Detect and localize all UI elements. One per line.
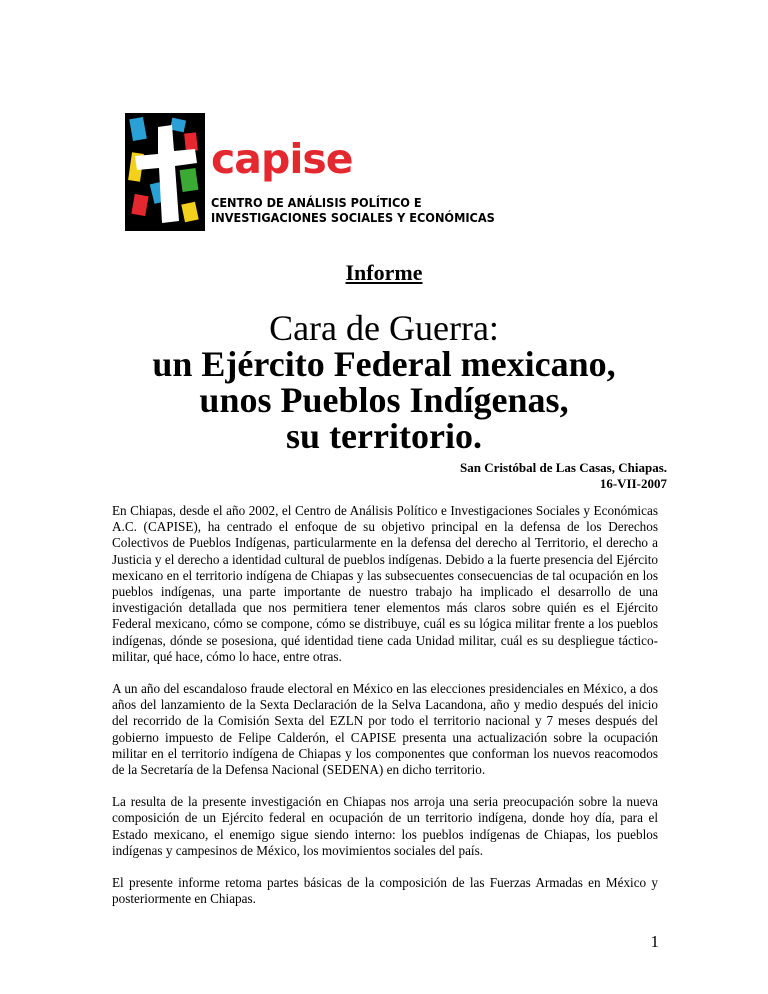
place-line: San Cristóbal de Las Casas, Chiapas. <box>460 460 667 475</box>
body-text <box>112 503 658 923</box>
title-line-3: unos Pueblos Indígenas, <box>199 380 569 420</box>
document-type-label: Informe <box>345 260 423 285</box>
page-number: 1 <box>650 932 659 951</box>
logo-subtitle <box>211 196 495 226</box>
title-line-2: un Ejército Federal mexicano, <box>152 344 616 384</box>
logo-subtitle-line-1: CENTRO DE ANÁLISIS POLÍTICO E <box>211 196 422 210</box>
document-title <box>0 310 768 454</box>
paragraph: A un año del escandaloso fraude electoral en México en las elecciones presidenciales en México, a dos años del lanzamiento de la Sexta Declaración de la Selva Lacandona, año y medio después del inicio del recorrido de la Comisión Sexta del EZLN por todo el territorio nacional y 7 meses después del gobierno impuesto de Felipe Calderón, el CAPISE presenta una actualización sobre la ocupación militar en el territorio indígena de Chiapas y los componentes que conforman los nuevos reacomodos de la Secretaría de la Defensa Nacional (SEDENA) en dicho territorio. <box>112 681 658 778</box>
capise-emblem-icon <box>125 113 205 231</box>
logo-subtitle-line-2: INVESTIGACIONES SOCIALES Y ECONÓMICAS <box>211 211 495 225</box>
title-line-4: su territorio. <box>286 416 482 456</box>
paragraph: En Chiapas, desde el año 2002, el Centro de Análisis Político e Investigaciones Sociales y Económicas A.C. (CAPISE), ha centrado el enfoque de su objetivo principal en la defensa de los Derechos Colectivos de Pueblos Indígenas, particularmente en la defensa del derecho al Territorio, el derecho a Justicia y el derecho a identidad cultural de pueblos indígenas. Debido a la fuerte presencia del Ejército mexicano en el territorio indígena de Chiapas y las subsecuentes consecuencias de tal ocupación en los pueblos indígenas, una parte importante de nuestro trabajo ha implicado el desarrollo de una investigación detallada que nos permitiera tener elementos más claros sobre quién es el Ejército Federal mexicano, cómo se compone, cómo se distribuye, cuál es su lógica militar frente a los pueblos indígenas, dónde se posesiona, qué identidad tiene cada Unidad militar, cuál es su despliegue táctico-militar, qué hace, cómo lo hace, entre otras. <box>112 503 658 664</box>
date-line: 16-VII-2007 <box>599 476 667 491</box>
place-and-date <box>460 460 667 492</box>
logo-wordmark: capise <box>211 135 353 183</box>
title-line-1: Cara de Guerra: <box>269 308 499 348</box>
paragraph: La resulta de la presente investigación en Chiapas nos arroja una seria preocupación sobre la nueva composición de un Ejército federal en ocupación de un territorio indígena, donde hoy día, para el Estado mexicano, el enemigo sigue siendo interno: los pueblos indígenas de Chiapas, los pueblos indígenas y campesinos de México, los movimientos sociales del país. <box>112 794 658 858</box>
paragraph: El presente informe retoma partes básicas de la composición de las Fuerzas Armadas en México y posteriormente en Chiapas. <box>112 875 658 907</box>
capise-logo <box>125 113 495 233</box>
